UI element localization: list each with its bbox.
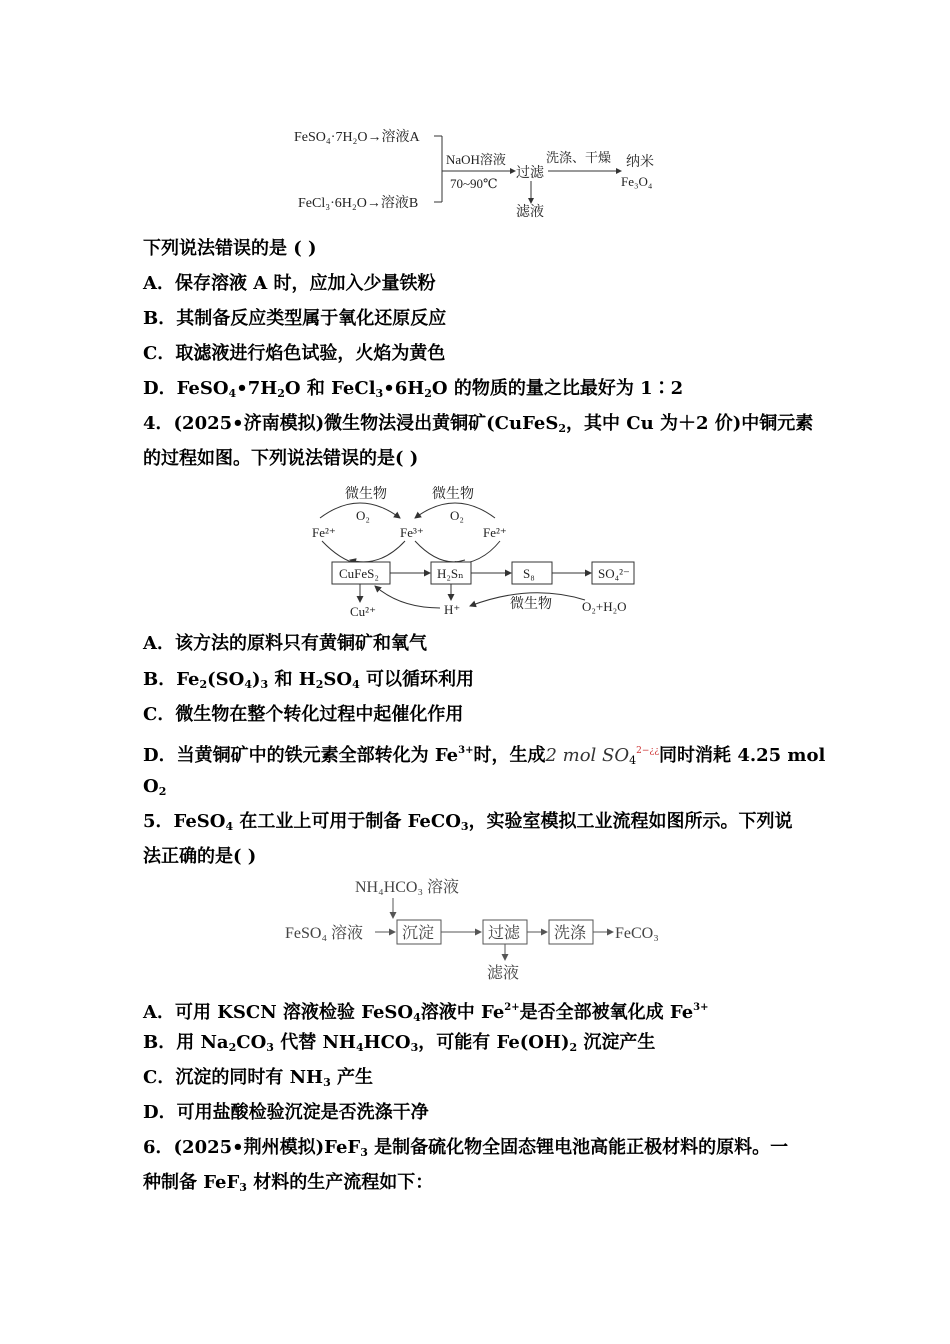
figure-fe3o4-flow — [290, 124, 670, 224]
figure-bioleaching — [300, 478, 650, 623]
q3-option-b: B．其制备反应类型属于氧化还原反应 — [143, 308, 447, 329]
fig2-o2-h2o: O₂+H₂O — [582, 599, 627, 614]
fig1-filter: 过滤 — [516, 166, 544, 181]
fig2-microbe-bottom: 微生物 — [510, 597, 552, 612]
q5-option-c: C．沉淀的同时有 $NH_3$ 产生 — [143, 1067, 373, 1089]
q4-option-a: A．该方法的原料只有黄铜矿和氧气 — [143, 633, 427, 654]
fig2-fe3: Fe³⁺ — [400, 525, 424, 540]
fig1-filtrate: 滤液 — [516, 205, 544, 220]
fig2-microbe-left: 微生物 — [345, 487, 387, 502]
fig1-left-a: FeSO₄·7H₂O→溶液A — [294, 130, 420, 145]
q5-option-a: A．可用 KSCN 溶液检验 FeSO$_4$溶液中 $Fe^{2+}$是否全部被氧化成 $Fe^{3+}$ — [143, 1002, 709, 1024]
q5-option-b: B．用 $Na_2CO_3$ 代替 $NH_4HCO_3$，可能有 $Fe(OH)_2$ 沉淀产生 — [143, 1032, 656, 1054]
q3-option-a: A．保存溶液 A 时，应加入少量铁粉 — [143, 273, 436, 294]
fig3-box-wash: 洗涤 — [554, 925, 587, 942]
fig2-fe2-right: Fe²⁺ — [483, 525, 507, 540]
fig3-product: FeCO₃ — [615, 925, 659, 942]
q5-option-d: D．可用盐酸检验沉淀是否洗涤干净 — [143, 1102, 429, 1123]
fig2-box-s8: S₈ — [523, 566, 535, 581]
q3-option-d: D．$FeSO_4•7H_2O$ 和 $FeCl_3•6H_2O$ 的物质的量之比最好为 1∶2 — [143, 378, 684, 400]
q3-option-c: C．取滤液进行焰色试验，火焰为黄色 — [143, 343, 446, 364]
fig2-box-h2sn: H₂Sₙ — [437, 566, 464, 581]
fig2-fe2-left: Fe²⁺ — [312, 525, 336, 540]
fig2-microbe-right: 微生物 — [432, 487, 474, 502]
fig2-cu2: Cu²⁺ — [350, 604, 376, 619]
fig3-box-precipitate: 沉淀 — [402, 925, 435, 942]
fig1-wash: 洗涤、干燥 — [546, 150, 612, 165]
fig3-box-filter: 过滤 — [488, 925, 521, 942]
fig1-product-2: Fe₃O₄ — [621, 174, 653, 189]
q3-stem: 下列说法错误的是 ( ) — [143, 238, 317, 259]
fig2-o2-left: O₂ — [356, 508, 370, 523]
q4-stem-line-1: 4．(2025•济南模拟)微生物法浸出黄铜矿(CuFeS$_2$，其中 Cu 为＋2 价)中铜元素 — [143, 413, 814, 435]
fig1-product-1: 纳米 — [626, 155, 654, 170]
fig2-box-cufes2: CuFeS₂ — [339, 566, 379, 581]
fig3-start: FeSO₄ 溶液 — [285, 925, 364, 942]
q4-stem-line-2: 的过程如图。下列说法错误的是( ) — [143, 448, 419, 469]
q4-option-d: D．当黄铜矿中的铁元素全部转化为 $Fe^{3+}$时，生成2 mol $SO_4^{2-¿¿}$同时消耗 4.25 mol — [143, 745, 826, 767]
q5-stem-line-1: 5．FeSO$_4$ 在工业上可用于制备 FeCO$_3$，实验室模拟工业流程如图所示。下列说 — [143, 811, 793, 833]
fig3-filtrate: 滤液 — [487, 965, 520, 982]
fig2-o2-right: O₂ — [450, 508, 464, 523]
fig2-h-plus: H⁺ — [444, 602, 461, 617]
fig1-left-b: FeCl₃·6H₂O→溶液B — [298, 196, 419, 211]
fig3-reagent: NH₄HCO₃ 溶液 — [355, 879, 460, 896]
q6-stem-line-2: 种制备 FeF$_3$ 材料的生产流程如下： — [143, 1172, 434, 1194]
q4-option-b: B．$Fe_2(SO_4)_3$ 和 $H_2SO_4$ 可以循环利用 — [143, 669, 474, 691]
fig1-reagent: NaOH溶液 — [446, 152, 506, 167]
q5-stem-line-2: 法正确的是( ) — [143, 846, 257, 867]
q4-option-d-line-2: $O_2$ — [143, 776, 167, 798]
q6-stem-line-1: 6．(2025•荆州模拟)FeF$_3$ 是制备硫化物全固态锂电池高能正极材料的原料。一 — [143, 1137, 789, 1159]
fig1-temp: 70~90℃ — [450, 176, 498, 191]
q4-option-c: C．微生物在整个转化过程中起催化作用 — [143, 704, 464, 725]
fig2-box-so4: SO₄²⁻ — [598, 566, 630, 581]
figure-feco3-flow — [283, 872, 683, 987]
